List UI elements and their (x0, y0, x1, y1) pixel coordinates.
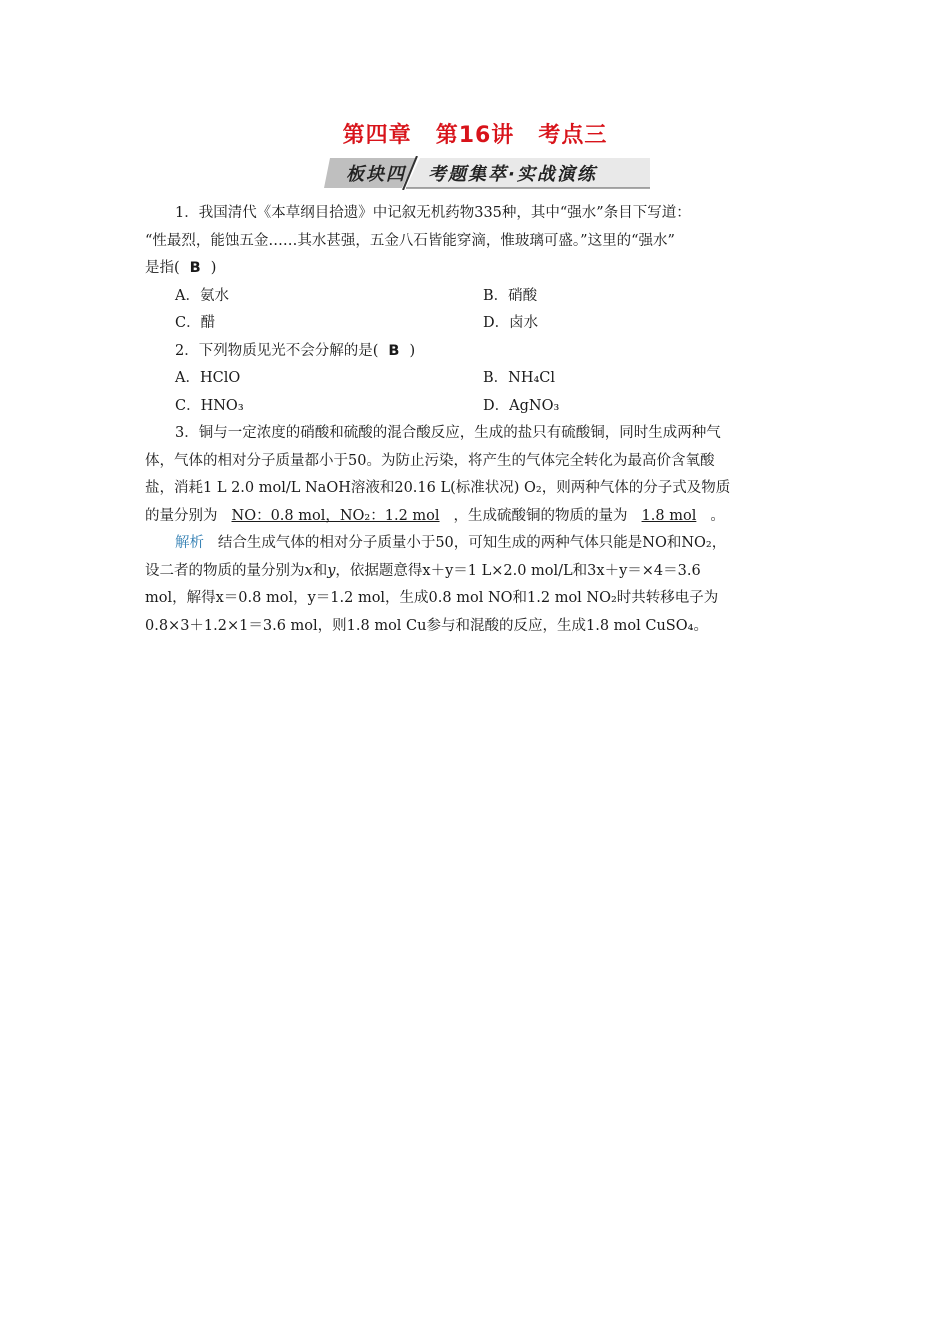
q3-line4-start: 的量分别为 (145, 507, 218, 524)
analysis-text-2d: x＋y＝1 L×2.0 mol/L和3x＋y＝×4＝3.6 (422, 562, 701, 579)
chapter-label: 第四章 (342, 123, 412, 148)
q3-line4-end: 。 (710, 507, 725, 524)
banner-right-label: 考题集萃·实战演练 (428, 164, 597, 185)
analysis-line3: mol，解得x＝0.8 mol，y＝1.2 mol，生成0.8 mol NO和1.2 mol NO₂时共转移电子为 (145, 590, 719, 606)
analysis-label: 解析 (175, 535, 204, 551)
q3-blank-1: NO：0.8 mol，NO₂：1.2 mol (231, 507, 440, 524)
q1-option-c: C．醋 (175, 315, 216, 331)
analysis-line1 (145, 530, 810, 558)
point-label: 考点三 (538, 123, 608, 148)
q1-answer: B (189, 260, 201, 276)
analysis-text-2b: 和 (312, 562, 328, 579)
question-content (145, 200, 810, 640)
q1-stem-end: 是指( (145, 260, 180, 276)
q3-line4 (145, 503, 810, 531)
q1-options-row2 (145, 310, 810, 338)
q1-line2: “性最烈，能蚀五金……其水甚强，五金八石皆能穿滴，惟玻璃可盛。”这里的“强水” (145, 232, 675, 249)
q3-line1: 3．铜与一定浓度的硝酸和硫酸的混合酸反应，生成的盐只有硫酸铜，同时生成两种气 (175, 425, 721, 441)
analysis-text-2c: ，依据题意得 (335, 562, 423, 579)
q2-answer: B (388, 342, 400, 359)
section-banner (324, 156, 650, 190)
page-title (0, 118, 950, 149)
analysis-text-2a: 设二者的物质的量分别为 (145, 562, 305, 579)
q2-option-c: C．HNO₃ (175, 397, 244, 414)
q3-line3: 盐，消耗1 L 2.0 mol/L NaOH溶液和20.16 L(标准状况) O₂，则两种气体的分子式及物质 (145, 480, 731, 496)
q3-line2: 体，气体的相对分子质量都小于50。为防止污染，将产生的气体完全转化为最高价含氧酸 (145, 452, 715, 469)
q1-options-row1 (145, 283, 810, 311)
q2-option-a: A．HClO (175, 370, 241, 386)
q1-line1: 1．我国清代《本草纲目拾遗》中记叙无机药物335种，其中“强水”条目下写道： (175, 205, 691, 221)
banner-left-label: 板块四 (346, 164, 406, 185)
analysis-text-1: 结合生成气体的相对分子质量小于50，可知生成的两种气体只能是NO和NO₂， (217, 535, 727, 551)
q1-option-d: D．卤水 (483, 315, 539, 331)
analysis-line4: 0.8×3＋1.2×1＝3.6 mol，则1.8 mol Cu参与和混酸的反应，生成1.8 mol CuSO₄。 (145, 617, 708, 634)
q2-options-row2 (145, 393, 810, 421)
q2-option-d: D．AgNO₃ (483, 397, 560, 414)
var-y: y (327, 562, 336, 579)
q1-option-b: B．硝酸 (483, 287, 538, 304)
q1-line3 (145, 255, 810, 283)
q2-paren: ) (409, 342, 416, 359)
q1-paren: ) (210, 260, 217, 276)
q1-option-a: A．氨水 (175, 287, 229, 304)
var-x: x (304, 562, 313, 579)
q2-options-row1 (145, 365, 810, 393)
analysis-line2 (145, 558, 810, 586)
q2-option-b: B．NH₄Cl (483, 370, 556, 386)
q2-stem (145, 338, 810, 366)
q3-line4-mid: ，生成硫酸铜的物质的量为 (453, 507, 628, 524)
lecture-label: 第16讲 (435, 123, 515, 148)
q2-stem-text: 2．下列物质见光不会分解的是( (175, 342, 379, 359)
q3-blank-2: 1.8 mol (641, 507, 697, 524)
